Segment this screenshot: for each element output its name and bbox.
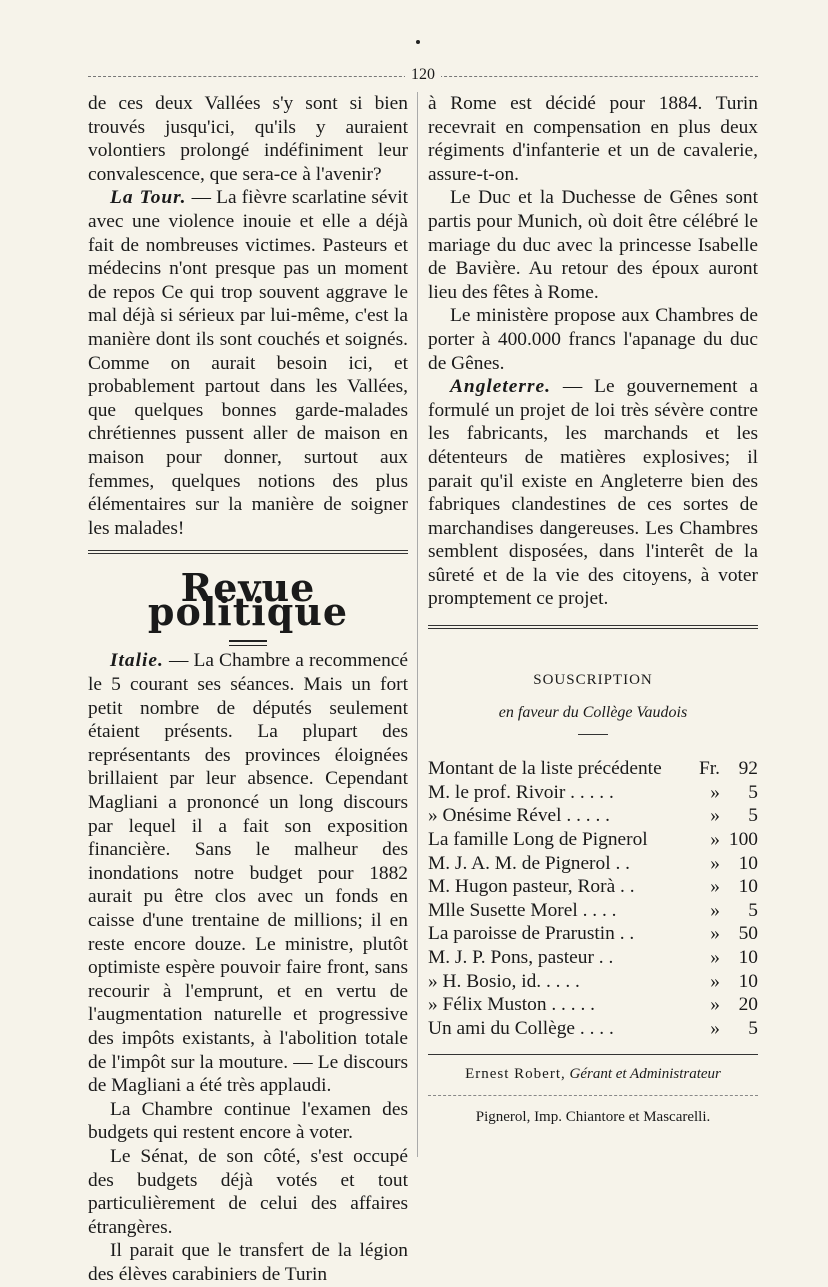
manager-name: Ernest Robert,	[465, 1066, 566, 1083]
currency-mark: Fr.	[698, 758, 720, 780]
currency-mark: »	[710, 947, 720, 968]
page-number: 120	[405, 66, 441, 84]
currency-mark: »	[710, 829, 720, 851]
subscription-row	[428, 875, 758, 899]
currency-mark: »	[710, 970, 720, 992]
donor-name: » Onésime Rével . . . . .	[428, 805, 611, 827]
donor-name: La famille Long de Pignerol	[428, 829, 648, 851]
ink-dot	[416, 40, 420, 44]
currency-mark: »	[710, 852, 720, 874]
subscription-row	[428, 1017, 758, 1041]
subscription-row	[428, 922, 758, 946]
subscription-subtitle: en faveur du Collège Vaudois	[498, 703, 688, 721]
currency-mark: »	[710, 994, 720, 1016]
section-separator	[428, 625, 758, 629]
footer-rule	[428, 1054, 758, 1055]
paragraph: de ces deux Vallées s'y sont si bien trouvés jusqu'ici, qu'ils y auraient volontiers prolongé indéfiniment leur convalescence, que sera-ce à l'avenir?	[88, 93, 408, 185]
donation-amount: 10	[738, 970, 758, 992]
donation-amount: 50	[738, 923, 758, 945]
paragraph: La Chambre continue l'examen des budgets qui restent encore à voter.	[88, 1098, 408, 1144]
paragraph	[88, 649, 408, 1097]
currency-mark: »	[710, 805, 720, 827]
donation-amount: 5	[748, 1017, 758, 1039]
section-heading-angleterre: Angleterre.	[450, 376, 551, 398]
subscription-row	[428, 781, 758, 805]
currency-mark: »	[710, 923, 720, 945]
left-column	[88, 92, 408, 1287]
paragraph: Il parait que le transfert de la légion des élèves carabiniers de Turin	[88, 1240, 408, 1285]
donation-amount: 5	[748, 899, 758, 921]
donation-amount: 10	[738, 876, 758, 898]
right-column	[428, 92, 758, 1130]
subscription-row	[428, 993, 758, 1017]
currency-mark: »	[710, 876, 720, 898]
footer-rule-dashed	[428, 1095, 758, 1096]
paragraph-text: — La fièvre scarlatine sévit avec une violence inouie et elle a déjà fait de nombreuses victimes. Pasteurs et médecins n'ont presque pas un moment de repos Ce qui trop souvent aggrave le mal déjà si sérieux par lui-même, c'est la manière dont ils sont couchés et soignés. Comme on aurait besoin ici, et probablement partout dans les Vallées, que quelques bonnes garde-malades chrétiennes pussent aller de maison en maison pour donner, surtout aux femmes, quelques notions des plus élémentaires sur la manière de soigner les malades!	[88, 187, 408, 539]
subscription-row	[428, 946, 758, 970]
section-heading-la-tour: La Tour.	[110, 187, 187, 209]
signature-line	[428, 1063, 758, 1087]
donor-name: » Félix Muston . . . . .	[428, 994, 595, 1016]
paragraph: Le Duc et la Duchesse de Gênes sont partis pour Munich, où doit être célébré le mariage du duc avec la princesse Isabelle de Bavière. Au retour des époux auront lieu des fêtes à Rome.	[428, 187, 758, 303]
short-rule	[578, 734, 608, 735]
donor-name: M. le prof. Rivoir . . . . .	[428, 781, 614, 803]
donation-amount: 20	[738, 994, 758, 1016]
currency-mark: »	[710, 1017, 720, 1039]
subscription-row	[428, 757, 758, 781]
donation-amount: 10	[738, 852, 758, 874]
paragraph-text: — La Chambre a recommencé le 5 courant ses séances. Mais un fort petit nombre de députés seulement étaient présents. La plupart des représentants des provinces éloignées brillaient par leur absence. Cependant Magliani a prononcé un long discours par lequel il a fait son exposition financière. Sans le malheur des inondations notre budget pour 1882 aurait pu être clos avec un fonds en caisse d'une trentaine de millions; il en reste encore douze. Le ministre, plutôt optimiste espère pouvoir faire front, sans recourir à l'emprunt, et en vertu de l'augmentation naturelle et progressive des impôts existants, à l'abolition totale de l'impôt sur la mouture. — Le discours de Magliani a été très applaudi.	[88, 650, 408, 1097]
donation-amount: 5	[748, 805, 758, 827]
subscription-row	[428, 852, 758, 876]
subscription-list	[428, 757, 758, 1040]
manager-title: Gérant et Administrateur	[569, 1066, 721, 1083]
paragraph: Le ministère propose aux Chambres de porter à 400.000 francs l'apanage du duc de Gênes.	[428, 305, 758, 374]
currency-mark: »	[710, 899, 720, 921]
subscription-row	[428, 804, 758, 828]
paragraph	[88, 186, 408, 540]
paragraph: Le Sénat, de son côté, s'est occupé des budgets déjà votés et tout particulièrement de celui des affaires étrangères.	[88, 1145, 408, 1238]
subscription-row	[428, 970, 758, 994]
subscription-row	[428, 899, 758, 923]
section-separator	[88, 550, 408, 554]
donor-name: » H. Bosio, id. . . . .	[428, 970, 580, 992]
paragraph	[428, 375, 758, 611]
donor-name: Mlle Susette Morel . . . .	[428, 899, 617, 921]
currency-mark: »	[710, 781, 720, 803]
ornament	[88, 629, 408, 643]
paragraph-text: — Le gouvernement a formulé un projet de loi très sévère contre les fabricants, les marchands et les détenteurs de matières explosives; il parait qu'il existe en Angleterre bien des fabriques clandestines de ces sortes de marchandises dangereuses. Les Chambres semblent disposées, dans l'interêt de la sûreté et de la vie des citoyens, à voter promptement ce projet.	[428, 376, 758, 610]
donor-name: M. J. P. Pons, pasteur . .	[428, 947, 614, 968]
donation-amount: 100	[728, 829, 758, 851]
paragraph: à Rome est décidé pour 1884. Turin recevrait en compensation en plus deux régiments d'infanterie et un de cavalerie, assure-t-on.	[428, 93, 758, 185]
donor-name: M. Hugon pasteur, Rorà . .	[428, 876, 635, 898]
donor-name: Montant de la liste précédente	[428, 758, 662, 780]
column-divider	[417, 92, 418, 1157]
printer-line: Pignerol, Imp. Chiantore et Mascarelli.	[475, 1108, 711, 1125]
donor-name: La paroisse de Prarustin . .	[428, 923, 635, 945]
donation-amount: 10	[738, 947, 758, 968]
donor-name: Un ami du Collège . . . .	[428, 1017, 614, 1039]
subscription-row	[428, 828, 758, 852]
donation-amount: 92	[738, 758, 758, 780]
revue-politique-title: Revue politique	[147, 565, 349, 634]
subscription-title: SOUSCRIPTION	[533, 672, 653, 689]
section-heading-italie: Italie.	[110, 650, 164, 672]
donor-name: M. J. A. M. de Pignerol . .	[428, 852, 630, 874]
page-header	[88, 66, 758, 86]
donation-amount: 5	[748, 781, 758, 803]
